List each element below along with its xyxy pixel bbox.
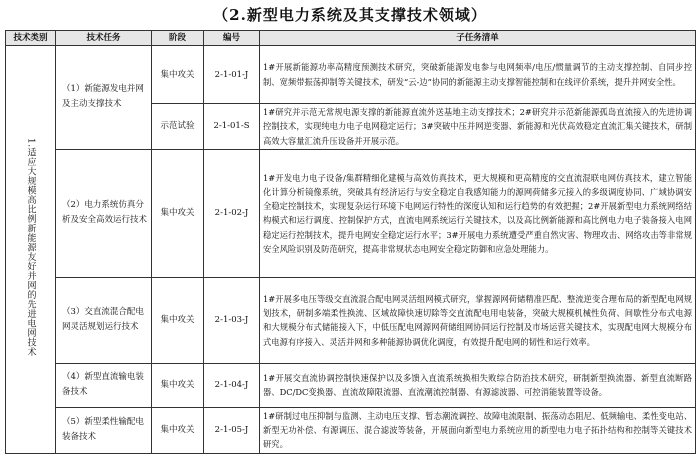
task-table (5, 30, 696, 454)
table-header-row (6, 31, 696, 46)
task-cell: （3）交直流混合配电网灵活规划运行技术 (56, 277, 152, 363)
header-code: 编号 (204, 31, 260, 46)
header-stage: 阶段 (152, 31, 204, 46)
stage-cell: 集中攻关 (152, 277, 204, 363)
task-cell: （2）电力系统仿真分析及安全高效运行技术 (56, 149, 152, 277)
subtask-cell: 1#开展新能源功率高精度预测技术研究，突破新能源发电参与电网频率/电压/惯量调节的主动支撑控制、自同步控制、宽频带振荡抑制等关键技术，研发“云-边”协同的新能源主动支撑智能控制和在线评价系统，提升并网安全性。 (260, 46, 696, 104)
header-subtasks: 子任务清单 (260, 31, 696, 46)
stage-cell: 集中攻关 (152, 407, 204, 453)
category-label: 1.适应大规模高比例新能源友好并网的先进电网技术 (25, 137, 36, 357)
subtask-cell: 1#研究并示范无常规电源支撑的新能源直流外送基地主动支撑技术；2#研究并示范新能源孤岛直流接入的先进协调控制技术，实现纯电力电子电网稳定运行；3#突破中压并网逆变器、新能源和光伏高效稳定直流汇集关键技术，研制高效大容量汇流升压设备并开展示范。 (260, 104, 696, 150)
code-cell: 2-1-05-J (204, 407, 260, 453)
code-cell: 2-1-01-J (204, 46, 260, 104)
page-title: （2.新型电力系统及其支撑技术领域） (213, 6, 487, 24)
table-row (6, 46, 696, 104)
subtask-cell: 1#开展交直流协调控制快速保护以及多馈入直流系统换相失败综合防治技术研究，研制新型换流器、新型直流断路器、DC/DC变换器、直流故障限流器、直流潮流控制器、有源滤波器、可控消能装置等设备。 (260, 363, 696, 407)
subtask-cell: 1#开展多电压等级交直流混合配电网灵活组网模式研究，掌握源网荷储精准匹配、整流逆变合理布局的新型配电网规划技术，研制多端柔性换流、区域故障快速切除等交直流配电用电装备，突破大规模机械性负荷、间歇性分布式电源和大规模分布式储能接入下，中低压配电网源网荷储组网协同运行控制及市场运营关键技术，实现配电网大规模分布式电源有序接入、灵活并网和多种能源协调优化调度，有效提升配电网的韧性和运行效率。 (260, 277, 696, 363)
table-row (6, 363, 696, 407)
table-row (6, 149, 696, 277)
stage-cell: 示范试验 (152, 104, 204, 150)
code-cell: 2-1-02-J (204, 149, 260, 277)
subtask-cell: 1#研制过电压抑制与监测、主动电压支撑、暂态潮流调控、故障电流限制、振荡动态阻尼、低频输电、柔性变电站、新型无功补偿、有源调压、混合滤波等装备，开展面向新型电力系统应用的新型电力电子拓扑结构和控制等关键技术研究。 (260, 407, 696, 453)
table-row (6, 407, 696, 453)
header-category: 技术类别 (6, 31, 56, 46)
stage-cell: 集中攻关 (152, 46, 204, 104)
code-cell: 2-1-01-S (204, 104, 260, 150)
stage-cell: 集中攻关 (152, 149, 204, 277)
task-cell: （4）新型直流输电装备技术 (56, 363, 152, 407)
task-cell: （1）新能源发电并网及主动支撑技术 (56, 46, 152, 150)
category-cell (6, 46, 56, 454)
code-cell: 2-1-04-J (204, 363, 260, 407)
table-row (6, 277, 696, 363)
task-cell: （5）新型柔性输配电装备技术 (56, 407, 152, 453)
code-cell: 2-1-03-J (204, 277, 260, 363)
header-task: 技术任务 (56, 31, 152, 46)
subtask-cell: 1#开发电力电子设备/集群精细化建模与高效仿真技术，更大规模和更高精度的交直流混联电网仿真技术，建立智能化计算分析镜像系统，突破具有经济运行与安全稳定自我感知能力的源网荷储多元接入的多级调度协同、广域协调安全稳定控制技术，实现复杂运行环境下电网运行特性的深度认知和运行趋势的有效把握；2#开展新型电力系统网络结构模式和运行调度、控制保护方式，直流电网系统运行关键技术，以及高比例新能源和高比例电力电子装备接入电网稳定运行控制技术，提升电网安全稳定运行水平；3#开展电力系统遭受严重自然灾害、物理攻击、网络攻击等非常规安全风险识别及防范研究，提高非常规状态电网安全稳定防御和应急处理能力。 (260, 149, 696, 277)
stage-cell: 集中攻关 (152, 363, 204, 407)
